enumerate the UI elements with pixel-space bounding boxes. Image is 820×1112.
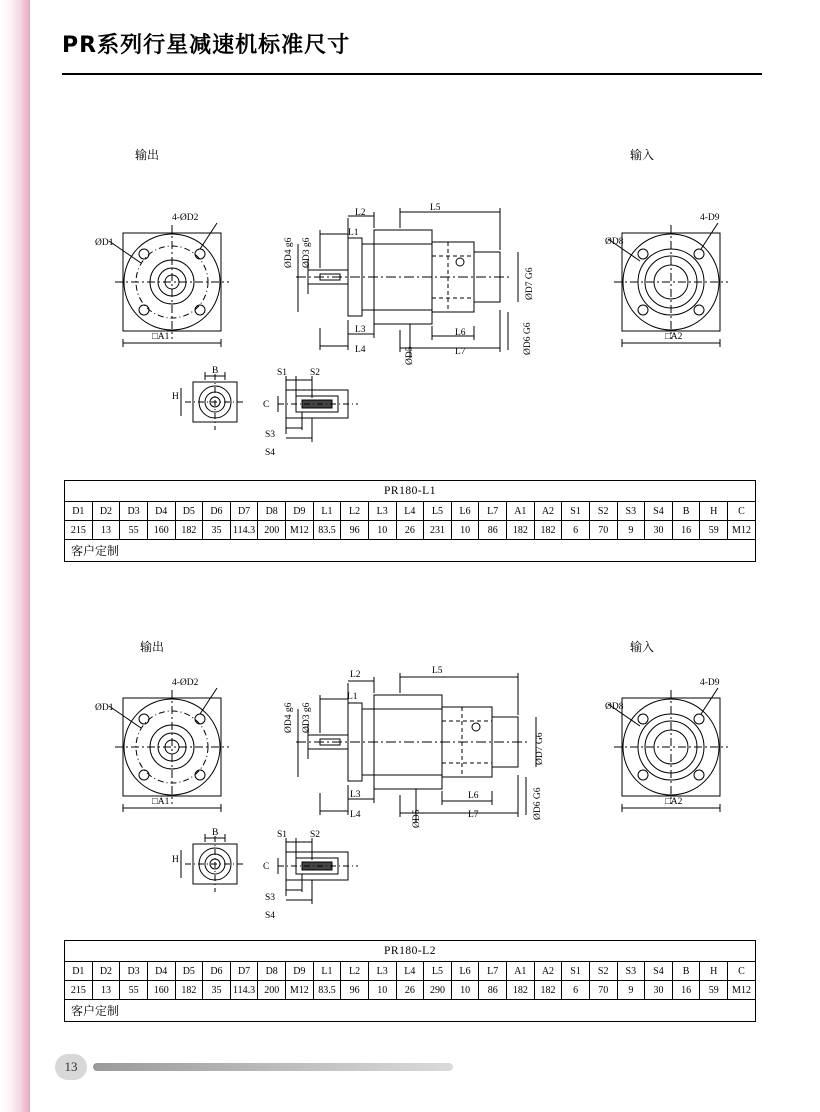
table1-note: 客户定制 [65, 540, 756, 562]
table1-header-cell: L4 [396, 502, 424, 521]
block2-s4-callout: S4 [265, 911, 276, 921]
table1-header-cell: D1 [65, 502, 93, 521]
table1-header-cell: S3 [617, 502, 645, 521]
table1-header-cell: D5 [175, 502, 203, 521]
page-header [62, 28, 762, 75]
block2-c-callout: C [263, 862, 270, 872]
binding-edge [0, 0, 30, 1112]
table2-header-cell: D1 [65, 962, 93, 981]
block2-h-callout: H [172, 855, 179, 865]
table2-header-cell: L6 [451, 962, 479, 981]
block1-l3-callout: L3 [355, 325, 366, 335]
table2-header-cell: A1 [507, 962, 535, 981]
table1-value-cell: 182 [175, 521, 203, 540]
table1-header-cell: A2 [534, 502, 562, 521]
block2-output-label: 输出 [140, 640, 165, 654]
table2-value-cell: 35 [203, 981, 231, 1000]
block1-input-label: 输入 [630, 148, 655, 162]
block2-a2-callout: □A2 [665, 797, 683, 807]
block2-d6-callout: ØD6 G6 [533, 787, 543, 820]
table2-header-cell: B [672, 962, 700, 981]
block1-s3-callout: S3 [265, 430, 276, 440]
table2-value-cell: 290 [424, 981, 452, 1000]
page-title: PR系列行星减速机标准尺寸 [62, 33, 351, 58]
block2-d7-callout: ØD7 G6 [535, 732, 545, 765]
table1-value-cell: 215 [65, 521, 93, 540]
table1-value-cell: 30 [645, 521, 673, 540]
footer-decor-bar [93, 1063, 453, 1071]
table1-header-cell: A1 [507, 502, 535, 521]
table1-value-cell: 6 [562, 521, 590, 540]
table2-header-cell: D7 [230, 962, 258, 981]
table1-value-cell: 16 [672, 521, 700, 540]
page-number-badge: 13 [55, 1054, 87, 1080]
table1-value-cell: M12 [286, 521, 314, 540]
block1-s4-callout: S4 [265, 448, 276, 458]
table1-value-cell: 70 [589, 521, 617, 540]
table1-value-cell: 35 [203, 521, 231, 540]
table1-value-cell: 10 [368, 521, 396, 540]
table2-header-cell: D2 [92, 962, 120, 981]
block1-d3-callout: ØD3 g6 [302, 237, 312, 268]
table2-header-cell: L1 [313, 962, 341, 981]
table2-header-cell: S1 [562, 962, 590, 981]
block2-d8-callout: ØD8 [605, 702, 624, 712]
block1-detail-bh-drawing [175, 368, 255, 438]
block1-h-callout: H [172, 392, 179, 402]
table2-header-cell: L3 [368, 962, 396, 981]
table2-value-cell: 10 [368, 981, 396, 1000]
binding-edge-stripe [22, 0, 30, 1112]
block2-d5-callout: ØD5 [412, 809, 422, 828]
table2-value-cell: 30 [645, 981, 673, 1000]
table2-title-row [65, 941, 756, 962]
block2-s3-callout: S3 [265, 893, 276, 903]
table2-value-cell: 114.3 [230, 981, 258, 1000]
table1-header-cell: S1 [562, 502, 590, 521]
table2-value-cell: 182 [534, 981, 562, 1000]
table1-value-cell: 182 [534, 521, 562, 540]
table2-header-cell: A2 [534, 962, 562, 981]
block2-a1-callout: □A1 [152, 797, 170, 807]
table2-value-cell: 182 [507, 981, 535, 1000]
table1-model-name: PR180-L1 [65, 481, 756, 502]
block2-l4-callout: L4 [350, 810, 361, 820]
table2-value-cell: 59 [700, 981, 728, 1000]
block2-s2-callout: S2 [310, 830, 321, 840]
table1-value-cell: 182 [507, 521, 535, 540]
table1-header-cell: D3 [120, 502, 148, 521]
table2-value-cell: 215 [65, 981, 93, 1000]
table2-value-cell: 160 [147, 981, 175, 1000]
block1-l7-callout: L7 [455, 347, 466, 357]
table2-header-cell: H [700, 962, 728, 981]
table2-value-cell: 86 [479, 981, 507, 1000]
block1-d8-callout: ØD8 [605, 237, 624, 247]
table2-note: 客户定制 [65, 1000, 756, 1022]
spec-table-1 [64, 480, 756, 562]
table1-header-cell: D2 [92, 502, 120, 521]
block1-s1-callout: S1 [277, 368, 288, 378]
block1-c-callout: C [263, 400, 270, 410]
table1-header-cell: D9 [286, 502, 314, 521]
block2-b-callout: B [212, 828, 219, 838]
title-divider [62, 73, 762, 75]
table1-header-cell: L2 [341, 502, 369, 521]
table2-value-cell: 6 [562, 981, 590, 1000]
table1-value-cell: 96 [341, 521, 369, 540]
page-footer [55, 1054, 775, 1084]
block1-b-callout: B [212, 366, 219, 376]
block2-input-face-drawing [600, 680, 780, 820]
table2-header-cell: C [728, 962, 756, 981]
table1-header-cell: C [728, 502, 756, 521]
table2-value-cell: 182 [175, 981, 203, 1000]
table1-header-cell: L7 [479, 502, 507, 521]
block1-input-face-drawing [600, 215, 780, 355]
table1-note-row [65, 540, 756, 562]
table1-header-row [65, 502, 756, 521]
table1-header-cell: D7 [230, 502, 258, 521]
table1-value-cell: 114.3 [230, 521, 258, 540]
block1-d5-callout: ØD5 [405, 346, 415, 365]
table2-header-cell: D6 [203, 962, 231, 981]
block1-l4-callout: L4 [355, 345, 366, 355]
table2-header-cell: D4 [147, 962, 175, 981]
block2-l3-callout: L3 [350, 790, 361, 800]
table2-value-cell: M12 [286, 981, 314, 1000]
table1-value-cell: 160 [147, 521, 175, 540]
table1-value-cell: 55 [120, 521, 148, 540]
table2-value-cell: 16 [672, 981, 700, 1000]
block1-section-drawing [290, 200, 550, 365]
table1-value-cell: 86 [479, 521, 507, 540]
block2-l7-callout: L7 [468, 810, 479, 820]
table2-note-row [65, 1000, 756, 1022]
spec-table-2 [64, 940, 756, 1022]
table1-header-cell: B [672, 502, 700, 521]
table1-header-cell: L1 [313, 502, 341, 521]
block1-d4-callout: ØD4 g6 [284, 237, 294, 268]
table2-value-cell: 200 [258, 981, 286, 1000]
block2-input-label: 输入 [630, 640, 655, 654]
table2-header-cell: L5 [424, 962, 452, 981]
table1-header-cell: H [700, 502, 728, 521]
table1-header-cell: D4 [147, 502, 175, 521]
table2-value-cell: 9 [617, 981, 645, 1000]
block1-d2-callout: 4-ØD2 [172, 213, 199, 223]
block1-l2-callout: L2 [355, 208, 366, 218]
table1-value-cell: 59 [700, 521, 728, 540]
block2-d1-callout: ØD1 [95, 703, 114, 713]
table1-value-cell: 231 [424, 521, 452, 540]
table2-value-cell: 26 [396, 981, 424, 1000]
table2-model-name: PR180-L2 [65, 941, 756, 962]
table1-value-cell: M12 [728, 521, 756, 540]
block1-d7-callout: ØD7 G6 [525, 267, 535, 300]
table2-header-cell: S2 [589, 962, 617, 981]
table2-value-cell: 96 [341, 981, 369, 1000]
table2-header-cell: D3 [120, 962, 148, 981]
table2-value-cell: 13 [92, 981, 120, 1000]
block2-detail-bh-drawing [175, 830, 255, 900]
table2-header-cell: D5 [175, 962, 203, 981]
table2-header-cell: L4 [396, 962, 424, 981]
table1-title-row [65, 481, 756, 502]
block1-l1-callout: L1 [348, 228, 359, 238]
table1-header-cell: L6 [451, 502, 479, 521]
block2-l5-callout: L5 [432, 666, 443, 676]
table1-header-cell: S4 [645, 502, 673, 521]
table2-header-cell: S4 [645, 962, 673, 981]
table1-header-cell: D6 [203, 502, 231, 521]
table2-value-cell: 10 [451, 981, 479, 1000]
block2-d3-callout: ØD3 g6 [302, 702, 312, 733]
table2-header-cell: D9 [286, 962, 314, 981]
table2-value-cell: M12 [728, 981, 756, 1000]
block2-l6-callout: L6 [468, 791, 479, 801]
table2-header-cell: L7 [479, 962, 507, 981]
table1-value-cell: 26 [396, 521, 424, 540]
table1-value-cell: 83.5 [313, 521, 341, 540]
block2-section-drawing [290, 665, 560, 830]
block2-l2-callout: L2 [350, 670, 361, 680]
table1-header-cell: L3 [368, 502, 396, 521]
table1-value-cell: 10 [451, 521, 479, 540]
block2-s1-callout: S1 [277, 830, 288, 840]
table2-header-cell: D8 [258, 962, 286, 981]
block1-d6-callout: ØD6 G6 [523, 322, 533, 355]
table2-value-row [65, 981, 756, 1000]
table2-value-cell: 83.5 [313, 981, 341, 1000]
block2-d9-callout: 4-D9 [700, 678, 720, 688]
block1-a2-callout: □A2 [665, 332, 683, 342]
block2-l1-callout: L1 [347, 692, 358, 702]
table1-header-cell: L5 [424, 502, 452, 521]
table2-value-cell: 55 [120, 981, 148, 1000]
table2-value-cell: 70 [589, 981, 617, 1000]
block2-d2-callout: 4-ØD2 [172, 678, 199, 688]
block2-d4-callout: ØD4 g6 [284, 702, 294, 733]
block1-detail-keyway-drawing [272, 368, 372, 448]
table2-header-cell: S3 [617, 962, 645, 981]
table1-value-cell: 200 [258, 521, 286, 540]
block2-detail-keyway-drawing [272, 830, 372, 910]
table1-header-cell: D8 [258, 502, 286, 521]
table1-header-cell: S2 [589, 502, 617, 521]
block1-output-label: 输出 [135, 148, 160, 162]
block1-l5-callout: L5 [430, 203, 441, 213]
block1-d9-callout: 4-D9 [700, 213, 720, 223]
block1-d1-callout: ØD1 [95, 238, 114, 248]
block1-s2-callout: S2 [310, 368, 321, 378]
table2-header-cell: L2 [341, 962, 369, 981]
block2-output-face-drawing [85, 680, 285, 820]
block1-output-face-drawing [85, 215, 285, 355]
table1-value-row [65, 521, 756, 540]
table1-value-cell: 13 [92, 521, 120, 540]
block1-a1-callout: □A1 [152, 332, 170, 342]
block1-l6-callout: L6 [455, 328, 466, 338]
table2-header-row [65, 962, 756, 981]
table1-value-cell: 9 [617, 521, 645, 540]
